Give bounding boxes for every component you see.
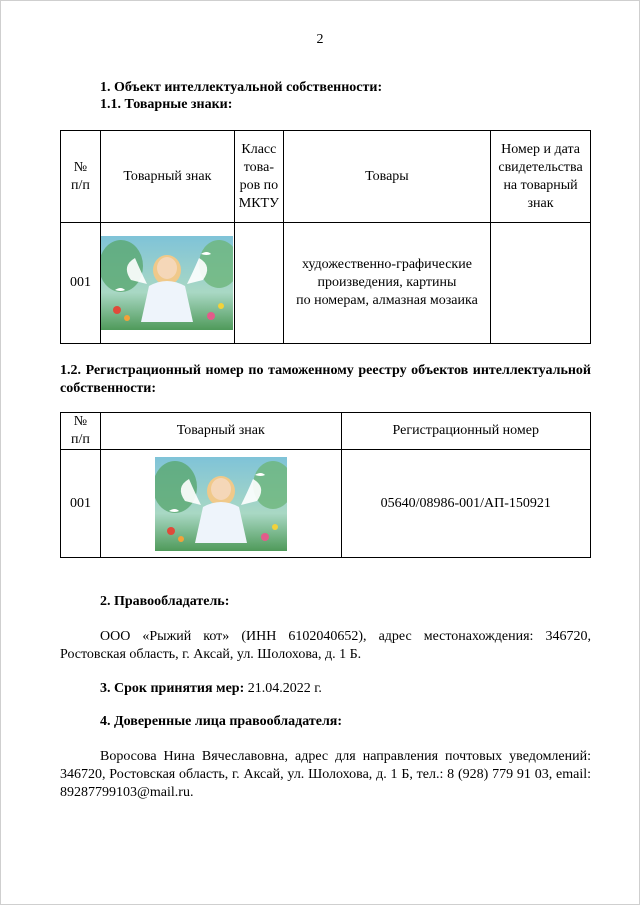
section-1-1-title: 1.1. Товарные знаки: <box>100 97 233 112</box>
col-header-class: Класс това-ров по МКТУ <box>234 131 283 223</box>
table-row <box>61 450 591 558</box>
goods-line-3: по номерам, алмазная мозаика <box>296 293 478 308</box>
goods-line-2: произведения, картины <box>317 275 457 290</box>
goods-cell <box>283 223 490 344</box>
page-number: 2 <box>316 32 324 47</box>
angel-painting-image <box>155 457 287 551</box>
table-header-row <box>61 131 591 223</box>
reg-number-cell: 05640/08986-001/АП-150921 <box>341 450 590 558</box>
trademark-cell <box>100 223 234 344</box>
section-2-title: 2. Правообладатель: <box>100 594 230 609</box>
section-2-text: ООО «Рыжий кот» (ИНН 6102040652), адрес местонахождения: 346720, Ростовская область, г. Аксай, ул. Шолохова, д. 1 Б. <box>60 629 591 662</box>
col-header-trademark: Товарный знак <box>100 413 341 450</box>
col-header-reg-number: Регистрационный номер <box>341 413 590 450</box>
section-1-2-title: 1.2. Регистрационный номер по таможенному реестру объектов интеллектуальной собственности: <box>60 363 591 396</box>
section-1-title: 1. Объект интеллектуальной собственности: <box>100 80 383 95</box>
row-number: 001 <box>61 450 101 558</box>
table-header-row <box>61 413 591 450</box>
trademark-cell <box>100 450 341 558</box>
col-header-certificate: Номер и дата свидетельства на товарный знак <box>491 131 591 223</box>
table-row <box>61 223 591 344</box>
col-header-goods: Товары <box>283 131 490 223</box>
section-4-title: 4. Доверенные лица правообладателя: <box>100 714 343 729</box>
trademarks-table <box>60 130 591 344</box>
registration-table <box>60 412 591 558</box>
section-3-value: 21.04.2022 г. <box>247 681 322 696</box>
col-header-trademark: Товарный знак <box>100 131 234 223</box>
certificate-cell <box>491 223 591 344</box>
section-3-label: 3. Срок принятия мер: <box>100 681 245 696</box>
class-cell <box>234 223 283 344</box>
col-header-number: № п/п <box>61 131 101 223</box>
col-header-number: № п/п <box>61 413 101 450</box>
section-3 <box>60 680 591 698</box>
section-4-text: Воросова Нина Вячеславовна, адрес для направления почтовых уведомлений: 346720, Ростовская область, г. Аксай, ул. Шолохова, д. 1 Б, тел.: 8 (928) 779 91 03, email: 89287799103@mail.ru. <box>60 749 591 800</box>
row-number: 001 <box>61 223 101 344</box>
angel-painting-image <box>101 236 233 330</box>
goods-line-1: художественно-графические <box>301 257 472 272</box>
